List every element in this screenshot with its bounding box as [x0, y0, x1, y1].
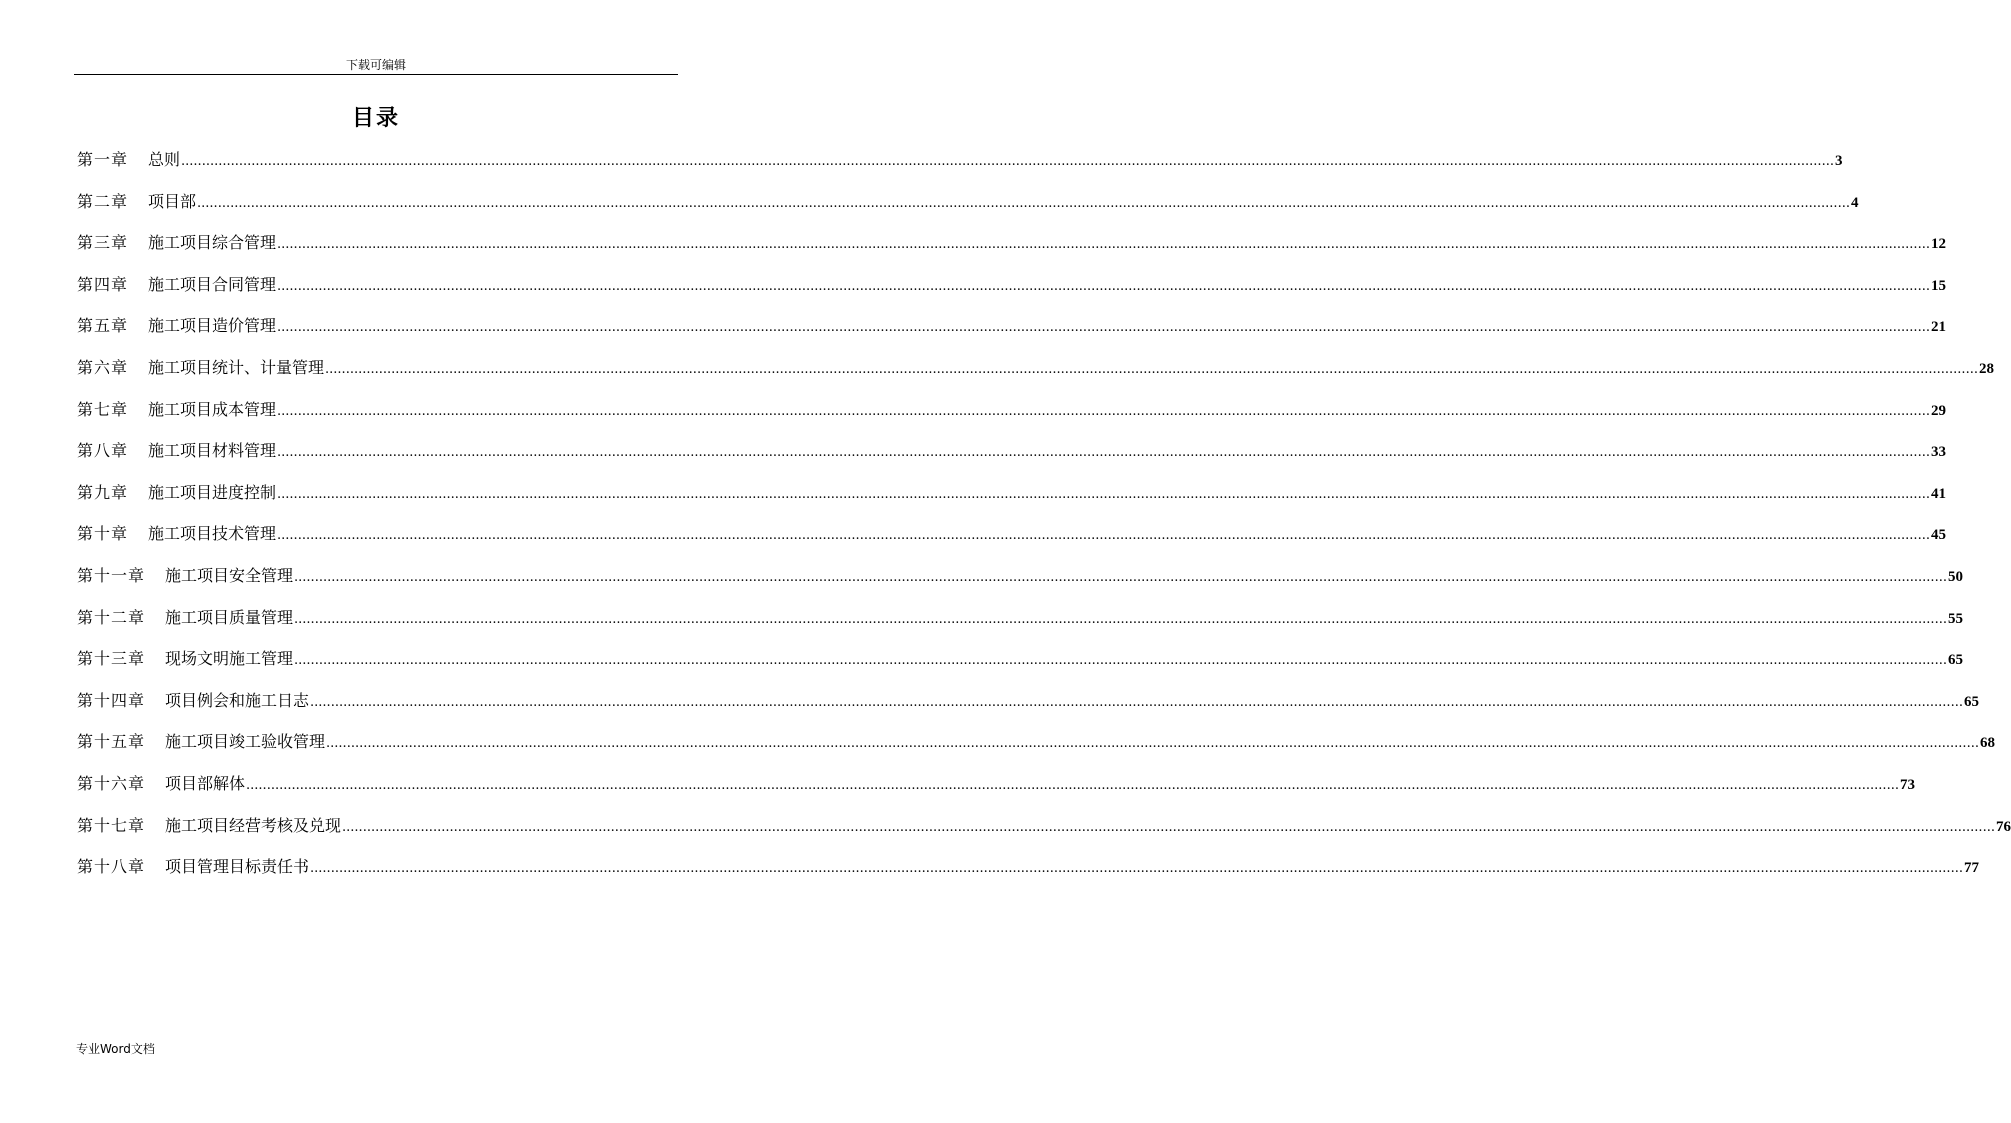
toc-page-number: 12: [1930, 236, 1946, 253]
page-header: 下载可编辑: [345, 58, 406, 72]
toc-entry[interactable]: [77, 311, 1946, 353]
toc-dot-leader: ................................................................................................................................................................................................................................................................................................................................................................................................................: [325, 361, 1978, 377]
toc-page-number: 41: [1930, 485, 1946, 502]
toc-chapter-title: 项目管理目标责任书: [165, 857, 310, 877]
toc-chapter-title: 现场文明施工管理: [165, 649, 294, 669]
toc-entry[interactable]: [77, 395, 1946, 437]
toc-chapter-number: 第三章: [77, 233, 129, 253]
toc-page-number: 76: [1995, 818, 2011, 835]
toc-dot-leader: ................................................................................................................................................................................................................................................................................................................................................................................................................: [310, 694, 1963, 710]
toc-chapter-number: 第十七章: [77, 815, 146, 835]
toc-chapter-number: 第十五章: [77, 732, 146, 752]
toc-dot-leader: ................................................................................................................................................................................................................................................................................................................................................................................................................: [277, 403, 1930, 419]
toc-page-number: 29: [1930, 402, 1946, 419]
toc-chapter-title: 施工项目成本管理: [148, 399, 277, 419]
toc-dot-leader: ................................................................................................................................................................................................................................................................................................................................................................................................................: [277, 278, 1930, 294]
toc-dot-leader: ................................................................................................................................................................................................................................................................................................................................................................................................................: [342, 819, 1995, 835]
toc-entry[interactable]: [77, 811, 2011, 853]
page-footer: 专业Word文档: [76, 1042, 155, 1056]
toc-chapter-number: 第十四章: [77, 690, 146, 710]
toc-chapter-number: 第六章: [77, 357, 129, 377]
toc-chapter-number: 第八章: [77, 441, 129, 461]
toc-entry[interactable]: [77, 519, 1946, 561]
toc-page-number: 65: [1963, 693, 1979, 710]
toc-entry[interactable]: [77, 228, 1946, 270]
toc-dot-leader: ................................................................................................................................................................................................................................................................................................................................................................................................................: [294, 569, 1947, 585]
toc-entry[interactable]: [77, 686, 1979, 728]
toc-dot-leader: ................................................................................................................................................................................................................................................................................................................................................................................................................: [277, 486, 1930, 502]
toc-chapter-title: 施工项目进度控制: [148, 482, 277, 502]
toc-page-number: 73: [1899, 776, 1915, 793]
toc-chapter-title: 项目例会和施工日志: [165, 690, 310, 710]
toc-page-number: 15: [1930, 277, 1946, 294]
toc-dot-leader: ................................................................................................................................................................................................................................................................................................................................................................................................................: [197, 195, 1850, 211]
toc-chapter-title: 总则: [148, 150, 181, 169]
toc-chapter-number: 第十三章: [77, 649, 146, 669]
toc-dot-leader: ................................................................................................................................................................................................................................................................................................................................................................................................................: [277, 528, 1930, 544]
toc-chapter-title: 施工项目质量管理: [165, 607, 294, 627]
toc-dot-leader: ................................................................................................................................................................................................................................................................................................................................................................................................................: [277, 320, 1930, 336]
toc-chapter-title: 施工项目造价管理: [148, 316, 277, 336]
toc-chapter-number: 第十章: [77, 524, 129, 544]
toc-chapter-title: 施工项目竣工验收管理: [165, 732, 326, 752]
toc-chapter-title: 施工项目安全管理: [165, 565, 294, 585]
toc-chapter-title: 施工项目统计、计量管理: [148, 357, 325, 377]
toc-chapter-title: 施工项目材料管理: [148, 441, 277, 461]
toc-chapter-number: 第二章: [77, 191, 129, 211]
toc-entry[interactable]: [77, 353, 1994, 395]
toc-page-number: 45: [1930, 527, 1946, 544]
toc-dot-leader: ................................................................................................................................................................................................................................................................................................................................................................................................................: [277, 445, 1930, 461]
toc-dot-leader: ................................................................................................................................................................................................................................................................................................................................................................................................................: [326, 736, 1979, 752]
toc-entry[interactable]: [77, 852, 1979, 894]
toc-page-number: 33: [1930, 444, 1946, 461]
toc-entry[interactable]: [77, 436, 1946, 478]
toc-page-number: 21: [1930, 319, 1946, 336]
toc-chapter-number: 第十六章: [77, 773, 146, 793]
toc-chapter-number: 第七章: [77, 399, 129, 419]
toc-entry[interactable]: [77, 603, 1963, 645]
toc-dot-leader: ................................................................................................................................................................................................................................................................................................................................................................................................................: [310, 861, 1963, 877]
toc-entry[interactable]: [77, 561, 1963, 603]
header-rule: [74, 74, 678, 75]
toc-dot-leader: ................................................................................................................................................................................................................................................................................................................................................................................................................: [181, 154, 1834, 169]
toc-page-number: 77: [1963, 860, 1979, 877]
toc-chapter-title: 施工项目技术管理: [148, 524, 277, 544]
toc-dot-leader: ................................................................................................................................................................................................................................................................................................................................................................................................................: [246, 777, 1899, 793]
toc-entry[interactable]: [77, 145, 1843, 187]
toc-page-number: 65: [1947, 652, 1963, 669]
toc-page-number: 28: [1978, 360, 1994, 377]
toc-page-number: 4: [1850, 194, 1859, 211]
toc-entry[interactable]: [77, 769, 1915, 811]
page-title: 目录: [351, 105, 400, 131]
toc-dot-leader: ................................................................................................................................................................................................................................................................................................................................................................................................................: [294, 611, 1947, 627]
toc-chapter-title: 施工项目综合管理: [148, 233, 277, 253]
toc-entry[interactable]: [77, 644, 1963, 686]
toc-chapter-title: 施工项目合同管理: [148, 274, 277, 294]
toc-chapter-title: 项目部解体: [165, 773, 246, 793]
toc-dot-leader: ................................................................................................................................................................................................................................................................................................................................................................................................................: [277, 237, 1930, 253]
toc-dot-leader: ................................................................................................................................................................................................................................................................................................................................................................................................................: [294, 653, 1947, 669]
toc-entry[interactable]: [77, 270, 1946, 312]
toc-chapter-title: 项目部: [148, 191, 197, 211]
toc-page-number: 3: [1834, 153, 1843, 169]
toc-chapter-number: 第一章: [77, 150, 129, 169]
toc-page-number: 50: [1947, 568, 1963, 585]
toc-page-number: 55: [1947, 610, 1963, 627]
toc-entry[interactable]: [77, 187, 1859, 229]
toc-chapter-title: 施工项目经营考核及兑现: [165, 815, 342, 835]
toc-chapter-number: 第十八章: [77, 857, 146, 877]
toc-entry[interactable]: [77, 478, 1946, 520]
toc-chapter-number: 第五章: [77, 316, 129, 336]
toc-chapter-number: 第十二章: [77, 607, 146, 627]
table-of-contents: [77, 145, 2011, 894]
toc-chapter-number: 第九章: [77, 482, 129, 502]
toc-chapter-number: 第十一章: [77, 565, 146, 585]
toc-chapter-number: 第四章: [77, 274, 129, 294]
toc-page-number: 68: [1979, 735, 1995, 752]
toc-entry[interactable]: [77, 727, 1995, 769]
